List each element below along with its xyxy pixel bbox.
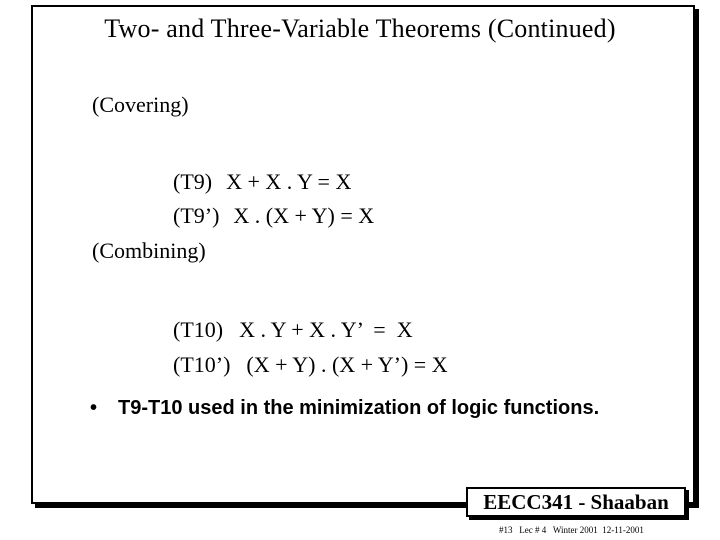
course-label: EECC341 - Shaaban: [483, 489, 669, 514]
footer-meta: #13 Lec # 4 Winter 2001 12-11-2001: [499, 525, 644, 535]
theorem-expression: X . (X + Y) = X: [233, 203, 375, 228]
theorem-label: (T10’): [173, 352, 231, 377]
bullet-note: [90, 397, 599, 420]
theorem-t10-prime: [162, 326, 448, 378]
theorem-t9-prime: [162, 177, 374, 229]
bullet-text: T9-T10 used in the minimization of logic functions.: [118, 397, 600, 419]
theorem-expression: X . Y + X . Y’ = X: [239, 317, 413, 342]
section-heading-combining: (Combining): [92, 238, 206, 263]
theorem-label: (T10): [173, 317, 224, 342]
slide-title: Two- and Three-Variable Theorems (Continued): [104, 14, 616, 43]
theorem-label: (T9): [173, 169, 213, 194]
theorem-expression: X + X . Y = X: [226, 169, 352, 194]
course-footer-badge: [466, 487, 686, 517]
theorem-label: (T9’): [173, 203, 220, 228]
bullet-marker: •: [90, 397, 98, 419]
section-heading-covering: (Covering): [92, 92, 189, 117]
theorem-expression: (X + Y) . (X + Y’) = X: [246, 352, 448, 377]
